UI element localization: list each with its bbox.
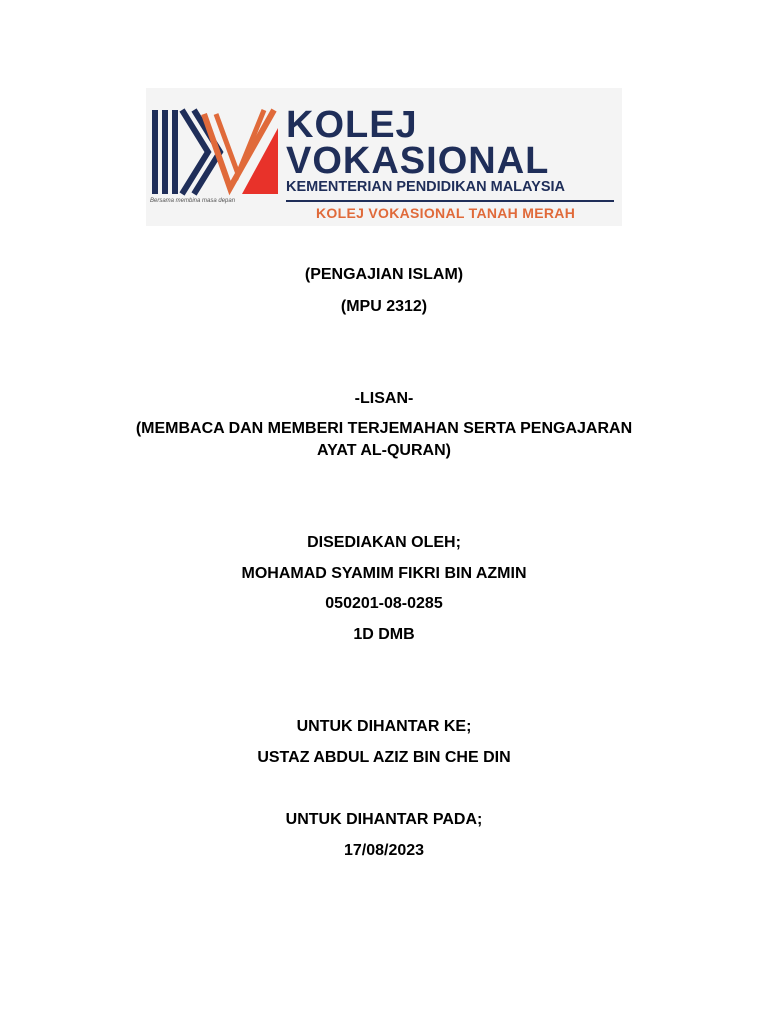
logo-ministry: KEMENTERIAN PENDIDIKAN MALAYSIA <box>286 179 566 195</box>
logo-tagline: Bersama membina masa depan <box>150 198 236 204</box>
topic-line-1: (MEMBACA DAN MEMBERI TERJEMAHAN SERTA PENGAJARAN <box>135 420 633 437</box>
topic-line-2: AYAT AL-QURAN) <box>317 442 451 459</box>
assessment-type: -LISAN- <box>354 390 414 407</box>
teacher-name: USTAZ ABDUL AZIZ BIN CHE DIN <box>257 749 511 766</box>
logo-divider <box>286 200 614 202</box>
prepared-by-label: DISEDIAKAN OLEH; <box>307 534 461 551</box>
logo-title-line2: VOKASIONAL <box>286 140 550 182</box>
student-name: MOHAMAD SYAMIM FIKRI BIN AZMIN <box>241 565 527 582</box>
logo-college: KOLEJ VOKASIONAL TANAH MERAH <box>316 205 576 221</box>
subject-title: (PENGAJIAN ISLAM) <box>304 266 464 283</box>
student-class: 1D DMB <box>353 626 415 643</box>
submit-date: 17/08/2023 <box>343 842 425 859</box>
logo-title-line1: KOLEJ <box>286 104 418 146</box>
college-logo <box>146 88 622 226</box>
submit-to-label: UNTUK DIHANTAR KE; <box>296 718 472 735</box>
student-id: 050201-08-0285 <box>325 595 443 612</box>
submit-date-label: UNTUK DIHANTAR PADA; <box>285 811 483 828</box>
subject-code: (MPU 2312) <box>340 298 428 315</box>
